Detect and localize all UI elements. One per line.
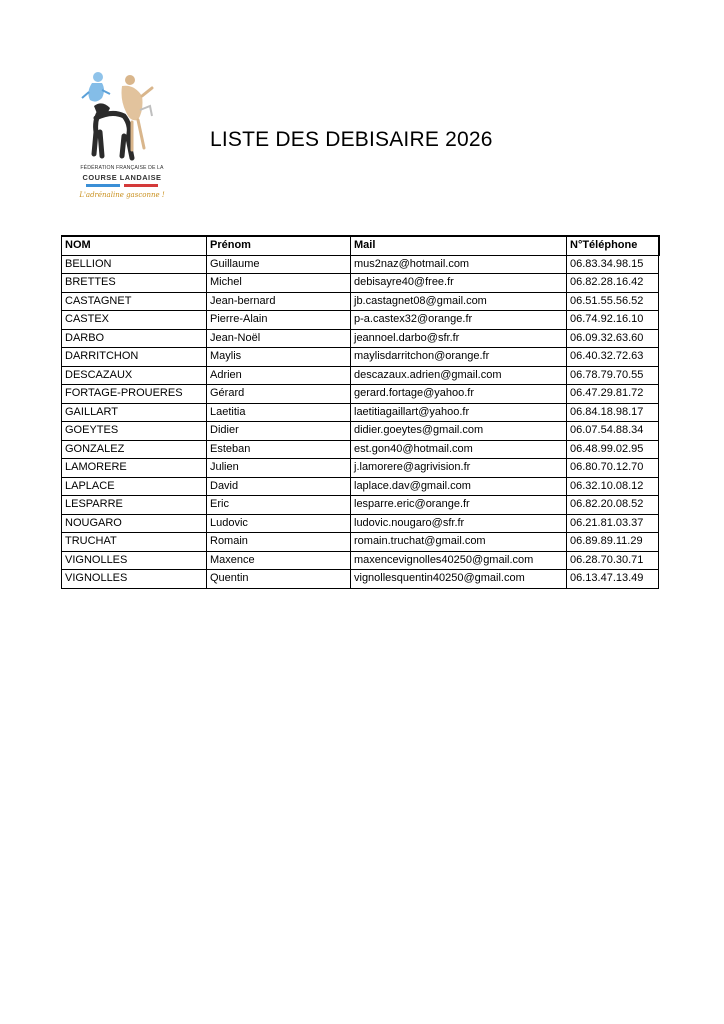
cell-mail: j.lamorere@agrivision.fr bbox=[351, 459, 567, 478]
cell-prenom: Gérard bbox=[207, 385, 351, 404]
cell-telephone: 06.21.81.03.37 bbox=[567, 514, 659, 533]
cell-nom: GAILLART bbox=[62, 403, 207, 422]
cell-telephone: 06.48.99.02.95 bbox=[567, 440, 659, 459]
cell-nom: CASTAGNET bbox=[62, 292, 207, 311]
cell-mail: maxencevignolles40250@gmail.com bbox=[351, 551, 567, 570]
cell-nom: FORTAGE-PROUERES bbox=[62, 385, 207, 404]
cell-telephone: 06.47.29.81.72 bbox=[567, 385, 659, 404]
page-title: LISTE DES DEBISAIRE 2026 bbox=[210, 128, 493, 151]
cell-prenom: Quentin bbox=[207, 570, 351, 589]
cell-prenom: Didier bbox=[207, 422, 351, 441]
cell-nom: TRUCHAT bbox=[62, 533, 207, 552]
cell-nom: GONZALEZ bbox=[62, 440, 207, 459]
cell-telephone: 06.89.89.11.29 bbox=[567, 533, 659, 552]
cell-nom: VIGNOLLES bbox=[62, 551, 207, 570]
cell-mail: jb.castagnet08@gmail.com bbox=[351, 292, 567, 311]
cell-prenom: Eric bbox=[207, 496, 351, 515]
federation-logo bbox=[72, 70, 172, 215]
cell-telephone: 06.82.20.08.52 bbox=[567, 496, 659, 515]
cell-nom: DARBO bbox=[62, 329, 207, 348]
cell-telephone: 06.51.55.56.52 bbox=[567, 292, 659, 311]
table-row bbox=[62, 533, 659, 552]
cell-mail: gerard.fortage@yahoo.fr bbox=[351, 385, 567, 404]
cell-mail: vignollesquentin40250@gmail.com bbox=[351, 570, 567, 589]
table-row bbox=[62, 366, 659, 385]
logo-org-line1: FÉDÉRATION FRANÇAISE DE LA bbox=[80, 165, 164, 171]
cell-prenom: Laetitia bbox=[207, 403, 351, 422]
cell-telephone: 06.78.79.70.55 bbox=[567, 366, 659, 385]
table-row bbox=[62, 311, 659, 330]
table-row bbox=[62, 292, 659, 311]
table-row bbox=[62, 477, 659, 496]
table-row bbox=[62, 422, 659, 441]
table-row bbox=[62, 496, 659, 515]
header-mail: Mail bbox=[351, 236, 567, 255]
logo-tagline: L'adrénaline gasconne ! bbox=[79, 191, 165, 199]
cell-nom: DESCAZAUX bbox=[62, 366, 207, 385]
header-prenom: Prénom bbox=[207, 236, 351, 255]
cell-prenom: Jean-bernard bbox=[207, 292, 351, 311]
table-header-row bbox=[62, 236, 659, 255]
table-row bbox=[62, 514, 659, 533]
logo-color-bars bbox=[86, 184, 158, 187]
cell-mail: laplace.dav@gmail.com bbox=[351, 477, 567, 496]
cell-nom: LAPLACE bbox=[62, 477, 207, 496]
cell-telephone: 06.09.32.63.60 bbox=[567, 329, 659, 348]
cell-nom: DARRITCHON bbox=[62, 348, 207, 367]
cell-nom: BELLION bbox=[62, 255, 207, 274]
table-row bbox=[62, 385, 659, 404]
cell-telephone: 06.32.10.08.12 bbox=[567, 477, 659, 496]
cell-prenom: Maylis bbox=[207, 348, 351, 367]
cell-prenom: Esteban bbox=[207, 440, 351, 459]
cell-mail: didier.goeytes@gmail.com bbox=[351, 422, 567, 441]
cell-prenom: Maxence bbox=[207, 551, 351, 570]
cell-prenom: David bbox=[207, 477, 351, 496]
table-row bbox=[62, 255, 659, 274]
cell-nom: VIGNOLLES bbox=[62, 570, 207, 589]
cell-mail: mus2naz@hotmail.com bbox=[351, 255, 567, 274]
cell-prenom: Ludovic bbox=[207, 514, 351, 533]
header-telephone: N°Téléphone bbox=[567, 236, 659, 255]
table-row bbox=[62, 348, 659, 367]
table-row bbox=[62, 274, 659, 293]
table-row bbox=[62, 551, 659, 570]
table-row bbox=[62, 459, 659, 478]
cell-mail: p-a.castex32@orange.fr bbox=[351, 311, 567, 330]
cell-mail: maylisdarritchon@orange.fr bbox=[351, 348, 567, 367]
cell-telephone: 06.13.47.13.49 bbox=[567, 570, 659, 589]
cell-prenom: Romain bbox=[207, 533, 351, 552]
cell-nom: LAMORERE bbox=[62, 459, 207, 478]
cell-mail: debisayre40@free.fr bbox=[351, 274, 567, 293]
cell-telephone: 06.80.70.12.70 bbox=[567, 459, 659, 478]
debisaire-table bbox=[61, 235, 660, 589]
cell-prenom: Guillaume bbox=[207, 255, 351, 274]
cell-telephone: 06.84.18.98.17 bbox=[567, 403, 659, 422]
table-row bbox=[62, 329, 659, 348]
header-nom: NOM bbox=[62, 236, 207, 255]
cell-nom: CASTEX bbox=[62, 311, 207, 330]
cell-telephone: 06.28.70.30.71 bbox=[567, 551, 659, 570]
table-row bbox=[62, 570, 659, 589]
cell-nom: BRETTES bbox=[62, 274, 207, 293]
cell-mail: est.gon40@hotmail.com bbox=[351, 440, 567, 459]
cell-prenom: Michel bbox=[207, 274, 351, 293]
logo-org-line2: COURSE LANDAISE bbox=[82, 173, 162, 182]
cell-nom: LESPARRE bbox=[62, 496, 207, 515]
cell-telephone: 06.74.92.16.10 bbox=[567, 311, 659, 330]
cell-mail: lesparre.eric@orange.fr bbox=[351, 496, 567, 515]
table-row bbox=[62, 440, 659, 459]
cell-prenom: Adrien bbox=[207, 366, 351, 385]
cell-mail: ludovic.nougaro@sfr.fr bbox=[351, 514, 567, 533]
logo-figures-icon bbox=[72, 70, 172, 162]
table-row bbox=[62, 403, 659, 422]
cell-mail: laetitiagaillart@yahoo.fr bbox=[351, 403, 567, 422]
cell-mail: descazaux.adrien@gmail.com bbox=[351, 366, 567, 385]
cell-mail: romain.truchat@gmail.com bbox=[351, 533, 567, 552]
cell-nom: NOUGARO bbox=[62, 514, 207, 533]
cell-telephone: 06.40.32.72.63 bbox=[567, 348, 659, 367]
cell-mail: jeannoel.darbo@sfr.fr bbox=[351, 329, 567, 348]
cell-telephone: 06.82.28.16.42 bbox=[567, 274, 659, 293]
cell-nom: GOEYTES bbox=[62, 422, 207, 441]
cell-telephone: 06.83.34.98.15 bbox=[567, 255, 659, 274]
cell-prenom: Jean-Noël bbox=[207, 329, 351, 348]
cell-prenom: Julien bbox=[207, 459, 351, 478]
cell-telephone: 06.07.54.88.34 bbox=[567, 422, 659, 441]
cell-prenom: Pierre-Alain bbox=[207, 311, 351, 330]
